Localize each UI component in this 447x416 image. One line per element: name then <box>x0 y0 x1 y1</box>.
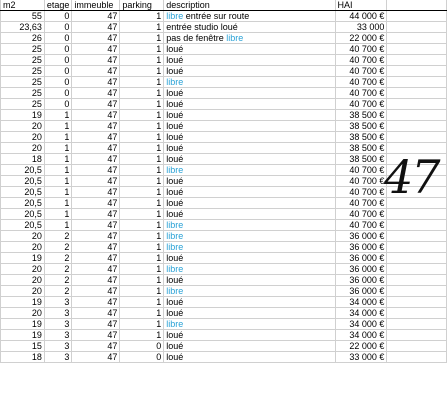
cell-hai[interactable]: 40 700 € <box>335 55 387 66</box>
cell-m2[interactable]: 25 <box>1 88 45 99</box>
cell-hai[interactable]: 36 000 € <box>335 253 387 264</box>
description-text: loué <box>166 275 184 285</box>
status-libre: libre <box>226 33 244 43</box>
cell-description[interactable] <box>164 319 335 330</box>
empty-cell[interactable] <box>387 341 447 352</box>
cell-etage[interactable]: 1 <box>44 154 72 165</box>
cell-parking[interactable]: 1 <box>120 77 164 88</box>
description-text: loué <box>166 308 184 318</box>
cell-etage[interactable]: 0 <box>44 77 72 88</box>
cell-description[interactable] <box>164 33 335 44</box>
cell-etage[interactable]: 0 <box>44 22 72 33</box>
cell-immeuble[interactable]: 47 <box>72 187 120 198</box>
cell-etage[interactable]: 1 <box>44 110 72 121</box>
description-text: loué <box>166 176 184 186</box>
cell-etage[interactable]: 3 <box>44 319 72 330</box>
cell-immeuble[interactable]: 47 <box>72 33 120 44</box>
table-row <box>1 286 447 297</box>
cell-etage[interactable]: 0 <box>44 44 72 55</box>
cell-m2[interactable]: 20,5 <box>1 187 45 198</box>
cell-parking[interactable]: 1 <box>120 286 164 297</box>
cell-m2[interactable]: 15 <box>1 341 45 352</box>
cell-etage[interactable]: 3 <box>44 330 72 341</box>
empty-cell[interactable] <box>387 330 447 341</box>
cell-immeuble[interactable]: 47 <box>72 22 120 33</box>
cell-parking[interactable]: 1 <box>120 44 164 55</box>
cell-etage[interactable]: 2 <box>44 264 72 275</box>
status-libre: libre <box>166 165 184 175</box>
cell-parking[interactable]: 1 <box>120 176 164 187</box>
cell-parking[interactable]: 1 <box>120 132 164 143</box>
table-row <box>1 22 447 33</box>
cell-m2[interactable]: 20 <box>1 308 45 319</box>
cell-hai[interactable]: 38 500 € <box>335 154 387 165</box>
cell-immeuble[interactable]: 47 <box>72 319 120 330</box>
cell-m2[interactable]: 19 <box>1 110 45 121</box>
cell-etage[interactable]: 2 <box>44 231 72 242</box>
cell-m2[interactable]: 25 <box>1 99 45 110</box>
cell-hai[interactable]: 38 500 € <box>335 121 387 132</box>
empty-cell[interactable] <box>387 132 447 143</box>
table-row <box>1 198 447 209</box>
cell-parking[interactable]: 1 <box>120 220 164 231</box>
cell-description[interactable] <box>164 308 335 319</box>
header-row <box>1 0 447 11</box>
cell-hai[interactable]: 36 000 € <box>335 242 387 253</box>
cell-etage[interactable]: 1 <box>44 121 72 132</box>
cell-parking[interactable]: 1 <box>120 33 164 44</box>
cell-immeuble[interactable]: 47 <box>72 66 120 77</box>
cell-immeuble[interactable]: 47 <box>72 231 120 242</box>
empty-cell[interactable] <box>387 297 447 308</box>
cell-immeuble[interactable]: 47 <box>72 44 120 55</box>
cell-hai[interactable]: 40 700 € <box>335 209 387 220</box>
header-m2[interactable]: m2 <box>1 0 45 11</box>
cell-immeuble[interactable]: 47 <box>72 165 120 176</box>
cell-immeuble[interactable]: 47 <box>72 308 120 319</box>
cell-immeuble[interactable]: 47 <box>72 154 120 165</box>
empty-cell[interactable] <box>387 33 447 44</box>
status-libre: libre <box>166 220 184 230</box>
description-text: entrée studio loué <box>166 22 238 32</box>
description-text: loué <box>166 198 184 208</box>
cell-parking[interactable]: 1 <box>120 143 164 154</box>
cell-description[interactable] <box>164 99 335 110</box>
cell-m2[interactable]: 20 <box>1 143 45 154</box>
cell-hai[interactable]: 36 000 € <box>335 286 387 297</box>
cell-parking[interactable]: 1 <box>120 55 164 66</box>
cell-description[interactable] <box>164 242 335 253</box>
cell-parking[interactable]: 1 <box>120 187 164 198</box>
empty-cell[interactable] <box>387 121 447 132</box>
status-libre: libre <box>166 264 184 274</box>
cell-parking[interactable]: 1 <box>120 99 164 110</box>
cell-immeuble[interactable]: 47 <box>72 143 120 154</box>
cell-etage[interactable]: 0 <box>44 33 72 44</box>
description-text: loué <box>166 330 184 340</box>
cell-immeuble[interactable]: 47 <box>72 99 120 110</box>
cell-immeuble[interactable]: 47 <box>72 88 120 99</box>
empty-header-cell[interactable] <box>387 0 447 11</box>
cell-hai[interactable]: 40 700 € <box>335 176 387 187</box>
table-row <box>1 308 447 319</box>
cell-immeuble[interactable]: 47 <box>72 297 120 308</box>
cell-m2[interactable]: 20 <box>1 242 45 253</box>
description-text: loué <box>166 341 184 351</box>
cell-hai[interactable]: 40 700 € <box>335 44 387 55</box>
description-text: loué <box>166 253 184 263</box>
cell-etage[interactable]: 1 <box>44 198 72 209</box>
cell-description[interactable] <box>164 154 335 165</box>
table-row <box>1 77 447 88</box>
cell-parking[interactable]: 1 <box>120 253 164 264</box>
empty-cell[interactable] <box>387 88 447 99</box>
description-text: loué <box>166 143 184 153</box>
header-etage[interactable]: etage <box>44 0 72 11</box>
cell-hai[interactable]: 34 000 € <box>335 319 387 330</box>
cell-etage[interactable]: 1 <box>44 176 72 187</box>
cell-m2[interactable]: 20 <box>1 264 45 275</box>
cell-description[interactable] <box>164 121 335 132</box>
cell-immeuble[interactable]: 47 <box>72 352 120 363</box>
cell-hai[interactable]: 38 500 € <box>335 143 387 154</box>
cell-m2[interactable]: 25 <box>1 44 45 55</box>
empty-cell[interactable] <box>387 110 447 121</box>
cell-m2[interactable]: 18 <box>1 352 45 363</box>
table-row <box>1 231 447 242</box>
cell-description[interactable] <box>164 77 335 88</box>
description-text: loué <box>166 55 184 65</box>
cell-description[interactable] <box>164 44 335 55</box>
cell-m2[interactable]: 20 <box>1 132 45 143</box>
description-text: loué <box>166 88 184 98</box>
cell-hai[interactable]: 38 500 € <box>335 110 387 121</box>
description-text: loué <box>166 66 184 76</box>
cell-description[interactable] <box>164 275 335 286</box>
cell-etage[interactable]: 3 <box>44 352 72 363</box>
table-row <box>1 176 447 187</box>
table-row <box>1 319 447 330</box>
table-row <box>1 88 447 99</box>
cell-m2[interactable]: 20 <box>1 275 45 286</box>
cell-description[interactable] <box>164 286 335 297</box>
description-text: loué <box>166 121 184 131</box>
cell-hai[interactable]: 34 000 € <box>335 297 387 308</box>
cell-description[interactable] <box>164 297 335 308</box>
cell-immeuble[interactable]: 47 <box>72 11 120 22</box>
cell-hai[interactable]: 38 500 € <box>335 132 387 143</box>
cell-description[interactable] <box>164 352 335 363</box>
cell-immeuble[interactable]: 47 <box>72 198 120 209</box>
handwritten-note: 47 <box>384 150 439 204</box>
cell-etage[interactable]: 2 <box>44 253 72 264</box>
cell-immeuble[interactable]: 47 <box>72 275 120 286</box>
cell-etage[interactable]: 3 <box>44 341 72 352</box>
table-row <box>1 220 447 231</box>
empty-cell[interactable] <box>387 319 447 330</box>
cell-immeuble[interactable]: 47 <box>72 121 120 132</box>
description-text: loué <box>166 44 184 54</box>
cell-m2[interactable]: 19 <box>1 253 45 264</box>
table-row <box>1 110 447 121</box>
cell-description[interactable] <box>164 187 335 198</box>
description-text: entrée sur route <box>183 11 250 21</box>
cell-parking[interactable]: 0 <box>120 352 164 363</box>
header-hai[interactable]: HAI <box>335 0 387 11</box>
status-libre: libre <box>166 286 184 296</box>
cell-hai[interactable]: 33 000 € <box>335 352 387 363</box>
cell-m2[interactable]: 20,5 <box>1 165 45 176</box>
cell-m2[interactable]: 23,63 <box>1 22 45 33</box>
cell-hai[interactable]: 40 700 € <box>335 165 387 176</box>
empty-cell[interactable] <box>387 209 447 220</box>
cell-hai[interactable]: 33 000 <box>335 22 387 33</box>
cell-m2[interactable]: 55 <box>1 11 45 22</box>
cell-description[interactable] <box>164 253 335 264</box>
cell-hai[interactable]: 40 700 € <box>335 187 387 198</box>
cell-m2[interactable]: 19 <box>1 330 45 341</box>
cell-parking[interactable]: 1 <box>120 242 164 253</box>
cell-hai[interactable]: 44 000 € <box>335 11 387 22</box>
table-row <box>1 33 447 44</box>
cell-description[interactable] <box>164 11 335 22</box>
description-text: loué <box>166 99 184 109</box>
empty-cell[interactable] <box>387 55 447 66</box>
table-row <box>1 264 447 275</box>
cell-hai[interactable]: 40 700 € <box>335 220 387 231</box>
empty-cell[interactable] <box>387 231 447 242</box>
cell-hai[interactable]: 36 000 € <box>335 275 387 286</box>
cell-parking[interactable]: 1 <box>120 110 164 121</box>
cell-m2[interactable]: 20,5 <box>1 176 45 187</box>
cell-etage[interactable]: 1 <box>44 209 72 220</box>
empty-cell[interactable] <box>387 66 447 77</box>
cell-hai[interactable]: 40 700 € <box>335 88 387 99</box>
cell-hai[interactable]: 40 700 € <box>335 198 387 209</box>
empty-cell[interactable] <box>387 253 447 264</box>
table-row <box>1 55 447 66</box>
cell-m2[interactable]: 25 <box>1 77 45 88</box>
cell-description[interactable] <box>164 209 335 220</box>
table-row <box>1 352 447 363</box>
cell-m2[interactable]: 25 <box>1 66 45 77</box>
cell-etage[interactable]: 3 <box>44 297 72 308</box>
empty-cell[interactable] <box>387 352 447 363</box>
cell-parking[interactable]: 1 <box>120 209 164 220</box>
status-libre: libre <box>166 319 184 329</box>
cell-description[interactable] <box>164 198 335 209</box>
table-row <box>1 66 447 77</box>
description-text: pas de fenêtre <box>166 33 227 43</box>
header-parking[interactable]: parking <box>120 0 164 11</box>
table-row <box>1 187 447 198</box>
cell-immeuble[interactable]: 47 <box>72 264 120 275</box>
description-text: loué <box>166 154 184 164</box>
empty-cell[interactable] <box>387 11 447 22</box>
cell-hai[interactable]: 40 700 € <box>335 99 387 110</box>
cell-etage[interactable]: 3 <box>44 308 72 319</box>
cell-parking[interactable]: 1 <box>120 165 164 176</box>
cell-parking[interactable]: 1 <box>120 121 164 132</box>
cell-description[interactable] <box>164 22 335 33</box>
cell-parking[interactable]: 1 <box>120 264 164 275</box>
cell-m2[interactable]: 19 <box>1 319 45 330</box>
cell-m2[interactable]: 26 <box>1 33 45 44</box>
empty-cell[interactable] <box>387 242 447 253</box>
table-row <box>1 209 447 220</box>
cell-m2[interactable]: 20 <box>1 286 45 297</box>
table-row <box>1 242 447 253</box>
description-text: loué <box>166 297 184 307</box>
table-row <box>1 253 447 264</box>
cell-immeuble[interactable]: 47 <box>72 220 120 231</box>
cell-etage[interactable]: 0 <box>44 11 72 22</box>
cell-parking[interactable]: 1 <box>120 22 164 33</box>
cell-immeuble[interactable]: 47 <box>72 176 120 187</box>
table-row <box>1 154 447 165</box>
table-row <box>1 99 447 110</box>
table-row <box>1 330 447 341</box>
cell-hai[interactable]: 36 000 € <box>335 264 387 275</box>
cell-etage[interactable]: 0 <box>44 55 72 66</box>
description-text: loué <box>166 110 184 120</box>
cell-etage[interactable]: 2 <box>44 275 72 286</box>
cell-description[interactable] <box>164 341 335 352</box>
empty-cell[interactable] <box>387 275 447 286</box>
cell-parking[interactable]: 1 <box>120 198 164 209</box>
cell-parking[interactable]: 1 <box>120 308 164 319</box>
status-libre: libre <box>166 77 184 87</box>
cell-hai[interactable]: 22 000 € <box>335 341 387 352</box>
cell-etage[interactable]: 2 <box>44 242 72 253</box>
cell-parking[interactable]: 1 <box>120 319 164 330</box>
empty-cell[interactable] <box>387 99 447 110</box>
cell-hai[interactable]: 34 000 € <box>335 308 387 319</box>
cell-description[interactable] <box>164 165 335 176</box>
cell-immeuble[interactable]: 47 <box>72 330 120 341</box>
cell-description[interactable] <box>164 55 335 66</box>
header-description[interactable]: description <box>164 0 335 11</box>
cell-description[interactable] <box>164 66 335 77</box>
description-text: loué <box>166 132 184 142</box>
table-row <box>1 341 447 352</box>
cell-etage[interactable]: 1 <box>44 165 72 176</box>
cell-m2[interactable]: 20,5 <box>1 198 45 209</box>
table-row <box>1 275 447 286</box>
cell-parking[interactable]: 1 <box>120 11 164 22</box>
cell-immeuble[interactable]: 47 <box>72 77 120 88</box>
cell-immeuble[interactable]: 47 <box>72 253 120 264</box>
cell-description[interactable] <box>164 231 335 242</box>
cell-hai[interactable]: 40 700 € <box>335 77 387 88</box>
cell-m2[interactable]: 18 <box>1 154 45 165</box>
cell-parking[interactable]: 1 <box>120 88 164 99</box>
cell-immeuble[interactable]: 47 <box>72 286 120 297</box>
cell-description[interactable] <box>164 264 335 275</box>
empty-cell[interactable] <box>387 264 447 275</box>
empty-cell[interactable] <box>387 22 447 33</box>
cell-parking[interactable]: 1 <box>120 275 164 286</box>
table-row <box>1 143 447 154</box>
cell-description[interactable] <box>164 143 335 154</box>
cell-m2[interactable]: 20,5 <box>1 220 45 231</box>
empty-cell[interactable] <box>387 286 447 297</box>
table-row <box>1 44 447 55</box>
cell-etage[interactable]: 0 <box>44 88 72 99</box>
cell-parking[interactable]: 0 <box>120 341 164 352</box>
cell-hai[interactable]: 34 000 € <box>335 330 387 341</box>
cell-etage[interactable]: 0 <box>44 99 72 110</box>
cell-immeuble[interactable]: 47 <box>72 110 120 121</box>
table-row <box>1 297 447 308</box>
cell-hai[interactable]: 40 700 € <box>335 66 387 77</box>
cell-parking[interactable]: 1 <box>120 297 164 308</box>
cell-m2[interactable]: 19 <box>1 297 45 308</box>
empty-cell[interactable] <box>387 44 447 55</box>
cell-description[interactable] <box>164 220 335 231</box>
header-immeuble[interactable]: immeuble <box>72 0 120 11</box>
cell-m2[interactable]: 20,5 <box>1 209 45 220</box>
status-libre: libre <box>166 242 184 252</box>
cell-m2[interactable]: 25 <box>1 55 45 66</box>
table-row <box>1 121 447 132</box>
cell-description[interactable] <box>164 132 335 143</box>
empty-cell[interactable] <box>387 308 447 319</box>
cell-etage[interactable]: 2 <box>44 286 72 297</box>
cell-hai[interactable]: 22 000 € <box>335 33 387 44</box>
table-row <box>1 165 447 176</box>
cell-immeuble[interactable]: 47 <box>72 209 120 220</box>
cell-m2[interactable]: 20 <box>1 121 45 132</box>
cell-etage[interactable]: 1 <box>44 143 72 154</box>
table-row <box>1 132 447 143</box>
description-text: loué <box>166 187 184 197</box>
cell-m2[interactable]: 20 <box>1 231 45 242</box>
cell-description[interactable] <box>164 330 335 341</box>
cell-etage[interactable]: 1 <box>44 187 72 198</box>
cell-immeuble[interactable]: 47 <box>72 55 120 66</box>
description-text: loué <box>166 352 184 362</box>
description-text: loué <box>166 209 184 219</box>
status-libre: libre <box>166 11 184 21</box>
cell-description[interactable] <box>164 110 335 121</box>
cell-parking[interactable]: 1 <box>120 330 164 341</box>
cell-immeuble[interactable]: 47 <box>72 132 120 143</box>
cell-etage[interactable]: 1 <box>44 220 72 231</box>
cell-etage[interactable]: 0 <box>44 66 72 77</box>
cell-immeuble[interactable]: 47 <box>72 242 120 253</box>
status-libre: libre <box>166 231 184 241</box>
table-row <box>1 11 447 22</box>
cell-parking[interactable]: 1 <box>120 66 164 77</box>
cell-hai[interactable]: 36 000 € <box>335 231 387 242</box>
cell-parking[interactable]: 1 <box>120 231 164 242</box>
cell-description[interactable] <box>164 88 335 99</box>
cell-etage[interactable]: 1 <box>44 132 72 143</box>
cell-parking[interactable]: 1 <box>120 154 164 165</box>
empty-cell[interactable] <box>387 77 447 88</box>
cell-immeuble[interactable]: 47 <box>72 341 120 352</box>
empty-cell[interactable] <box>387 220 447 231</box>
cell-description[interactable] <box>164 176 335 187</box>
